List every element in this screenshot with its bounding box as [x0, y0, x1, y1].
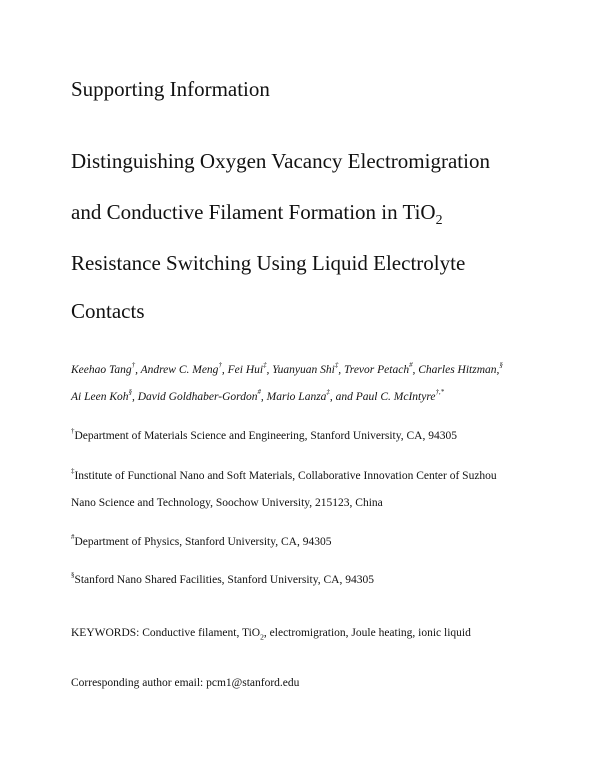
author-name: David Goldhaber-Gordon: [137, 391, 258, 403]
corresponding-author-email: Corresponding author email: pcm1@stanford.edu: [71, 677, 300, 689]
author-affiliation-mark: ‡: [334, 362, 339, 370]
affiliation-text: Stanford Nano Shared Facilities, Stanford University, CA, 94305: [74, 574, 374, 586]
affiliation-mark: ‡: [71, 468, 75, 476]
author-name: Trevor Petach: [344, 364, 410, 376]
author-separator: ,: [221, 364, 228, 376]
author-separator: ,: [338, 364, 345, 376]
author-affiliation-mark: #: [257, 389, 261, 397]
affiliation-mark: †: [71, 428, 75, 436]
keywords-prefix: KEYWORDS: Conductive filament, TiO: [71, 627, 261, 639]
author-affiliation-mark: †: [218, 362, 222, 370]
author-name: Charles Hitzman,: [418, 364, 500, 376]
author-name: Fei Hui: [227, 364, 264, 376]
title-line-2: [71, 200, 443, 228]
author-name: Keehao Tang: [71, 364, 132, 376]
title-line-1: Distinguishing Oxygen Vacancy Electromigration: [71, 149, 490, 173]
author-separator: , and: [329, 391, 356, 403]
author-separator: ,: [135, 364, 141, 376]
keywords: [71, 627, 471, 642]
author-name: Andrew C. Meng: [140, 364, 219, 376]
author-separator: ,: [412, 364, 419, 376]
title-subscript: 2: [435, 212, 443, 228]
affiliation-mark: §: [71, 572, 75, 580]
affiliation-mark: #: [71, 534, 75, 542]
author-affiliation-mark: ‡: [326, 389, 330, 397]
author-name: Paul C. McIntyre: [355, 391, 436, 403]
author-affiliation-mark: #: [409, 362, 413, 370]
author-name: Ai Leen Koh: [71, 391, 129, 403]
author-line-2: [71, 391, 444, 403]
affiliation-soochow-line-1: [71, 470, 497, 482]
affiliation-text: Institute of Functional Nano and Soft Materials, Collaborative Innovation Center of Suzhou: [74, 470, 497, 482]
affiliation-stanford-mse: [71, 430, 457, 442]
affiliation-text: Department of Materials Science and Engineering, Stanford University, CA, 94305: [74, 430, 457, 442]
author-affiliation-mark: †,*: [435, 389, 445, 397]
title-line-4: Contacts: [71, 299, 145, 323]
author-affiliation-mark: †: [131, 362, 136, 370]
author-name: Mario Lanza: [266, 391, 327, 403]
title-line-3: Resistance Switching Using Liquid Electrolyte: [71, 251, 466, 275]
author-affiliation-mark: §: [128, 389, 132, 397]
author-line-1: [71, 364, 503, 376]
author-separator: ,: [266, 364, 273, 376]
keywords-subscript: 2: [260, 632, 264, 642]
author-affiliation-mark: §: [499, 362, 503, 370]
affiliation-soochow-line-2: Nano Science and Technology, Soochow University, 215123, China: [71, 497, 383, 509]
supporting-information-heading: Supporting Information: [71, 77, 270, 101]
title-line-2-text: and Conductive Filament Formation in TiO: [71, 200, 436, 224]
keywords-suffix: , electromigration, Joule heating, ionic liquid: [263, 627, 471, 639]
affiliation-text: Department of Physics, Stanford University, CA, 94305: [74, 536, 332, 548]
author-name: Yuanyuan Shi: [272, 364, 335, 376]
affiliation-stanford-physics: [71, 536, 331, 548]
author-separator: ,: [131, 391, 138, 403]
author-separator: ,: [260, 391, 267, 403]
affiliation-stanford-nano: [71, 574, 374, 586]
author-affiliation-mark: ‡: [263, 362, 267, 370]
